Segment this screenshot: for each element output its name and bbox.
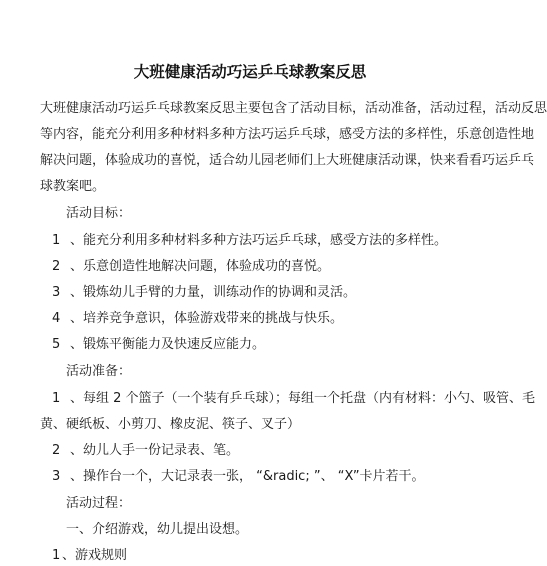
goal-text: 、锻炼幼儿手臂的力量，训练动作的协调和灵活。 (70, 285, 357, 300)
process-heading: 活动过程： (66, 496, 132, 511)
prep-number: 3 (52, 469, 61, 484)
intro-line-1 (40, 101, 547, 117)
process-step-1: 一、介绍游戏，幼儿提出设想。 (66, 522, 249, 537)
goal-number: 5 (52, 337, 61, 352)
prep-text: 管、毛 (496, 391, 536, 406)
intro-line-4: 球教案吧。 (40, 179, 106, 194)
goal-text: 、锻炼平衡能力及快速反应能力。 (70, 337, 266, 352)
intro-text: 乐意创造性地 (456, 127, 535, 142)
goal-text: 、能充分利用多种材料多种方法巧运乒乓球，感受方法的多样性。 (70, 233, 448, 248)
prep-number: 1 (52, 391, 61, 406)
intro-text: 解决问题， (40, 153, 106, 168)
intro-line-3 (40, 153, 535, 169)
intro-text: 能充分利用多种材料多种方法巧运乒乓球， (92, 127, 340, 142)
intro-text: 感受方法的多样性， (339, 127, 457, 142)
goal-text: 、乐意创造性地解决问题，体验成功的喜悦。 (70, 259, 331, 274)
prep-item-1 (70, 391, 536, 407)
goal-number: 2 (52, 259, 61, 274)
goals-heading: 活动目标： (66, 206, 132, 221)
prep-text: 、每组 2 个篮子（一个装有乒乓球）；每组一个托盘（内有材料：小勺、吸 (70, 391, 497, 406)
process-sub-number: 1 (52, 548, 61, 563)
intro-text: 体验成功的喜悦， (105, 153, 210, 168)
intro-text: 等内容， (40, 127, 93, 142)
intro-line-2 (40, 127, 535, 143)
intro-text: 快来看看巧运乒乓 (430, 153, 535, 168)
process-sub-text: 、游戏规则 (62, 548, 128, 563)
goal-number: 3 (52, 285, 61, 300)
prep-heading: 活动准备： (66, 364, 132, 379)
intro-text: 活动反思 (495, 101, 547, 116)
prep-number: 2 (52, 443, 61, 458)
prep-item-1-cont: 黄、硬纸板、小剪刀、橡皮泥、筷子、叉子） (40, 417, 301, 432)
goal-number: 1 (52, 233, 61, 248)
intro-text: 适合幼儿园老师们上大班健康活动课， (209, 153, 431, 168)
prep-text: 、幼儿人手一份记录表、笔。 (70, 443, 240, 458)
goal-number: 4 (52, 311, 61, 326)
prep-text: 、操作台一个，大记录表一张， “&radic; ”、 “X”卡片若干。 (70, 469, 425, 484)
document-title: 大班健康活动巧运乒乓球教案反思 (133, 63, 367, 81)
intro-text: 大班健康活动巧运乒乓球教案反思主要包含了活动目标，活动准备，活动过程， (40, 101, 496, 116)
goal-text: 、培养竞争意识，体验游戏带来的挑战与快乐。 (70, 311, 344, 326)
